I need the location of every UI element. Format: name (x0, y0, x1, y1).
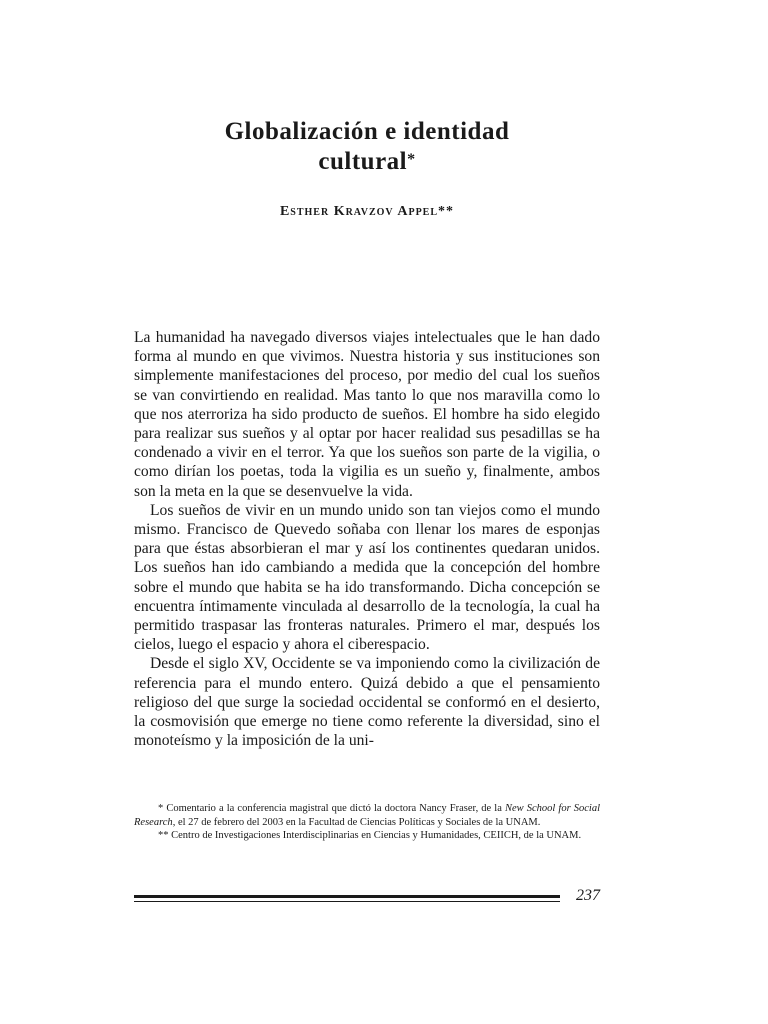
author-name: Esther Kravzov Appel** (279, 204, 455, 219)
title-line-2-text: cultural (318, 148, 408, 175)
paragraph-1: La humanidad ha navegado diversos viajes intelectuales que le han dado forma al mundo en que vivimos. Nuestra historia y sus instituciones son simplemente manifestaciones del proceso, por medio del cual los sueños se van convirtiendo en realidad. Mas tanto lo que nos maravilla como lo que nos aterroriza ha sido producto de sueños. El hombre ha sido elegido para realizar sus sueños y al optar por hacer realidad sus pesadillas se ha condenado a vivir en el terror. Ya que los sueños son parte de la vigilia, o como dirían los poetas, toda la vigilia es un sueño y, finalmente, ambos son la meta en la que se desenvuelve la vida. (134, 329, 600, 500)
paragraph-2: Los sueños de vivir en un mundo unido son tan viejos como el mundo mismo. Francisco de Quevedo soñaba con llenar los mares de esponjas para que éstas absorbieran el mar y así los continentes quedaran unidos. Los sueños han ido cambiando a medida que la concepción del hombre sobre el mundo que habita se ha ido transformando. Dicha concepción se encuentra íntimamente vinculada al desarrollo de la tecnología, la cual ha permitido traspasar las fronteras naturales. Primero el mar, después los cielos, luego el espacio y ahora el ciberespacio. (134, 501, 600, 654)
footnotes (134, 802, 600, 843)
footer-rule-thin (134, 901, 560, 902)
page-number: 237 (576, 887, 600, 904)
title-line-1: Globalización e identidad (224, 118, 510, 145)
footnote-1-text-a: * Comentario a la conferencia magistral que dictó la doctora Nancy Fraser, de la (158, 803, 505, 814)
footnote-1-text-b: , el 27 de febrero del 2003 en la Facultad de Ciencias Políticas y Sociales de la UNAM. (172, 816, 541, 828)
footnote-1 (134, 802, 600, 829)
footer-rule-thick (134, 895, 560, 898)
article-title (134, 117, 600, 177)
title-footnote-mark: * (407, 151, 416, 168)
paragraph-3: Desde el siglo XV, Occidente se va imponiendo como la civilización de referencia para el mundo entero. Quizá debido a que el pensamiento religioso del que surge la sociedad occidental se conformó en el desierto, la cosmovisión que emerge no tiene como referente la diversidad, sino el monoteísmo y la imposición de la uni- (134, 655, 600, 750)
article-body (134, 328, 600, 750)
title-line-2 (134, 147, 600, 177)
footnote-1-italic: New School for Social Research (134, 803, 600, 828)
footnote-2: ** Centro de Investigaciones Interdisciplinarias en Ciencias y Humanidades, CEIICH, de la UNAM. (158, 830, 582, 841)
page-footer (134, 887, 600, 909)
